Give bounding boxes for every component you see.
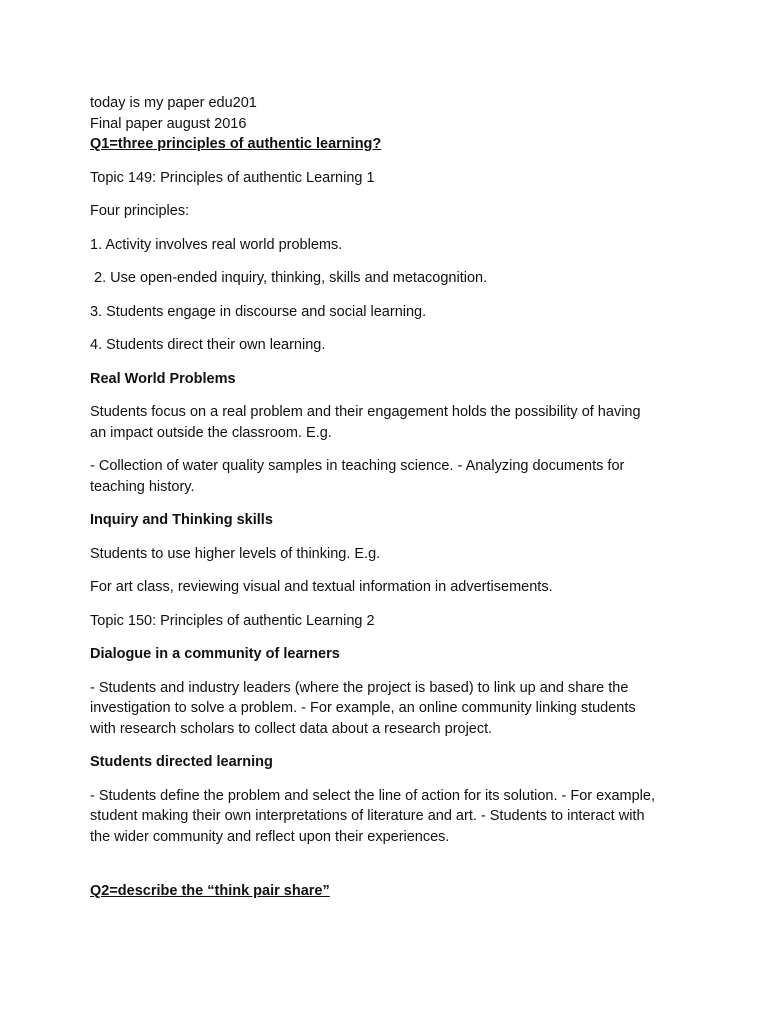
question-2: Q2=describe the “think pair share” xyxy=(90,883,330,899)
paragraph-line: an impact outside the classroom. E.g. xyxy=(90,424,332,441)
principle-item: 4. Students direct their own learning. xyxy=(90,337,326,353)
paragraph-line: - Students define the problem and select the line of action for its solution. - For example, xyxy=(90,787,655,804)
real-world-paragraph-1 xyxy=(90,402,690,443)
real-world-paragraph-2 xyxy=(90,456,690,497)
paragraph-line: Students focus on a real problem and their engagement holds the possibility of having xyxy=(90,404,641,420)
principle-item: 1. Activity involves real world problems. xyxy=(90,236,343,253)
principle-item: 2. Use open-ended inquiry, thinking, skills and metacognition. xyxy=(90,270,488,286)
paragraph-line: teaching history. xyxy=(90,478,195,495)
inquiry-paragraph: For art class, reviewing visual and textual information in advertisements. xyxy=(90,579,553,595)
paragraph-line: the wider community and reflect upon their experiences. xyxy=(90,828,450,845)
header-line: Final paper august 2016 xyxy=(90,115,247,132)
inquiry-heading: Inquiry and Thinking skills xyxy=(90,512,273,528)
principle-item: 3. Students engage in discourse and social learning. xyxy=(90,303,427,320)
paragraph-line: investigation to solve a problem. - For example, an online community linking students xyxy=(90,700,636,716)
document-page xyxy=(90,93,690,902)
paragraph-line: student making their own interpretations of literature and art. - Students to interact with xyxy=(90,808,645,824)
header-line: today is my paper edu201 xyxy=(90,95,257,111)
question-1: Q1=three principles of authentic learning? xyxy=(90,136,382,152)
inquiry-paragraph: Students to use higher levels of thinking. E.g. xyxy=(90,545,381,562)
directed-paragraph xyxy=(90,786,690,848)
topic-150-heading: Topic 150: Principles of authentic Learning 2 xyxy=(90,612,375,629)
dialogue-paragraph xyxy=(90,678,690,740)
topic-149-heading: Topic 149: Principles of authentic Learning 1 xyxy=(90,169,375,186)
paragraph-line: - Collection of water quality samples in teaching science. - Analyzing documents for xyxy=(90,458,625,474)
real-world-heading: Real World Problems xyxy=(90,370,236,387)
paragraph-line: with research scholars to collect data about a research project. xyxy=(90,720,493,737)
dialogue-heading: Dialogue in a community of learners xyxy=(90,646,340,662)
spacer xyxy=(90,860,690,881)
directed-heading: Students directed learning xyxy=(90,754,273,770)
paragraph-line: - Students and industry leaders (where the project is based) to link up and share the xyxy=(90,679,629,696)
four-principles-label: Four principles: xyxy=(90,203,190,219)
